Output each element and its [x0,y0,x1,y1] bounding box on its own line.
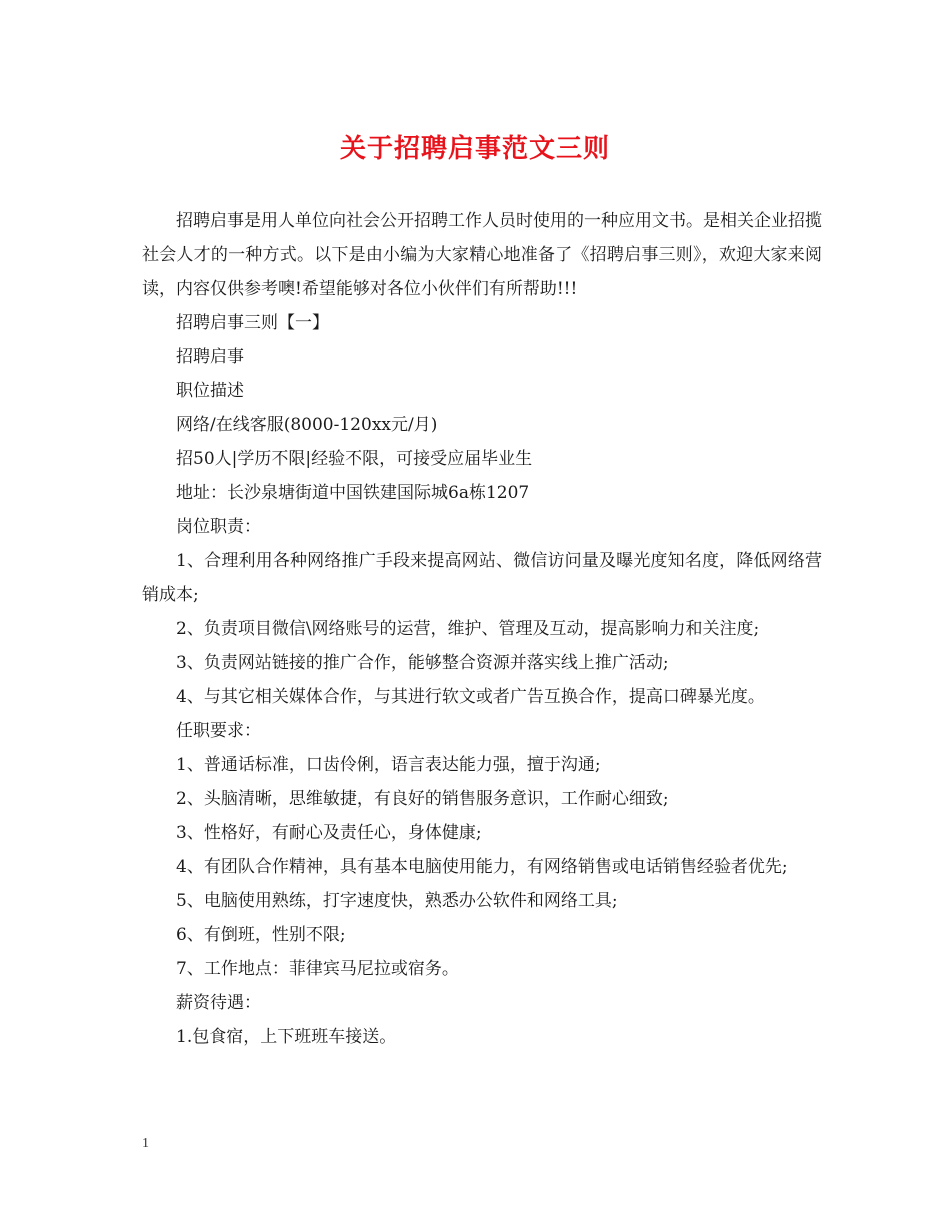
document-title: 关于招聘启事范文三则 [339,134,610,164]
paragraph: 1、普通话标准，口齿伶俐，语言表达能力强，擅于沟通; [176,755,601,775]
paragraph: 6、有倒班，性别不限; [176,925,346,945]
paragraph: 网络/在线客服(8000-120xx元/月) [176,415,438,435]
paragraph: 招聘启事 [176,347,244,367]
paragraph: 职位描述 [176,381,244,401]
paragraph: 2、负责项目微信\网络账号的运营，维护、管理及互动，提高影响力和关注度; [176,619,760,639]
paragraph: 4、有团队合作精神，具有基本电脑使用能力，有网络销售或电话销售经验者优先; [176,857,788,877]
paragraph: 7、工作地点：菲律宾马尼拉或宿务。 [176,959,459,979]
paragraph: 3、性格好，有耐心及责任心，身体健康; [176,823,482,843]
paragraph: 任职要求： [176,721,261,741]
paragraph: 5、电脑使用熟练，打字速度快，熟悉办公软件和网络工具; [176,891,618,911]
paragraph: 2、头脑清晰，思维敏捷，有良好的销售服务意识，工作耐心细致; [176,789,669,809]
paragraph: 岗位职责： [176,517,261,537]
paragraph: 招聘启事三则【一】 [176,313,329,333]
document-body [142,204,822,1054]
paragraph: 1、合理利用各种网络推广手段来提高网站、微信访问量及曝光度知名度，降低网络营销成本; [142,551,822,605]
paragraph: 3、负责网站链接的推广合作，能够整合资源并落实线上推广活动; [176,653,669,673]
paragraph: 招聘启事是用人单位向社会公开招聘工作人员时使用的一种应用文书。是相关企业招揽社会人才的一种方式。以下是由小编为大家精心地准备了《招聘启事三则》，欢迎大家来阅读，内容仅供参考噢!希望能够对各位小伙伴们有所帮助!!! [142,211,822,299]
paragraph: 4、与其它相关媒体合作，与其进行软文或者广告互换合作，提高口碑暴光度。 [176,687,765,707]
paragraph: 地址：长沙泉塘街道中国铁建国际城6a栋1207 [176,483,530,503]
paragraph: 薪资待遇： [176,993,261,1013]
page-number: 1 [142,1136,149,1151]
paragraph: 1.包食宿，上下班班车接送。 [176,1027,397,1047]
paragraph: 招50人|学历不限|经验不限，可接受应届毕业生 [176,449,533,469]
